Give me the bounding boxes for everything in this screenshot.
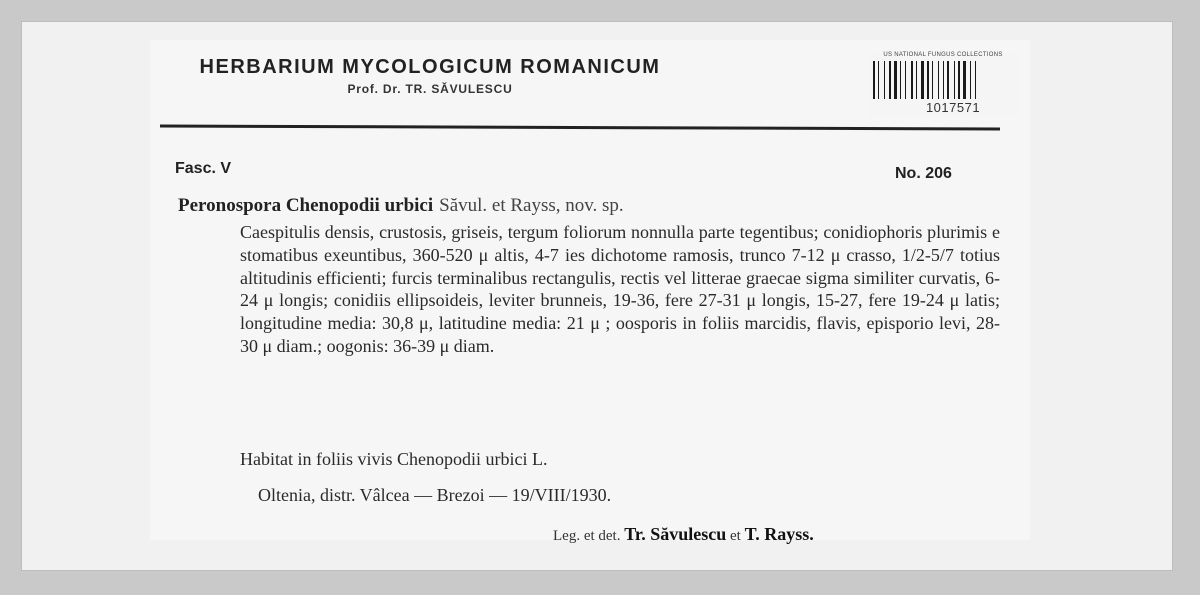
- label-title: HERBARIUM MYCOLOGICUM ROMANICUM: [199, 56, 661, 78]
- specimen-number: No. 206: [895, 165, 952, 182]
- collector-second: T. Rayss.: [744, 524, 814, 544]
- collectors-joiner: et: [730, 528, 741, 544]
- species-description: Caespitulis densis, crustosis, griseis, tergum foliorum nonnulla parte tegentibus; conidiophoris plurimis e stomatibus exeuntibus, 360-520 μ altis, 4-7 ies dichotome ramosis, trunco 7-12 μ crasso, 1/2-5/7 totius altitudinis efficienti; furcis terminalibus rectangulis, rectis vel litterae graecae sigma similiter curvatis, 6-24 μ longis; conidiis ellipsoideis, leviter brunneis, 19-36, fere 27-31 μ longis, 15-27, fere 19-24 μ latis; longitudine media: 30,8 μ, latitudine media: 21 μ ; oosporis in foliis marcidis, flavis, episporio levi, 28-30 μ diam.; oogonis: 36-39 μ diam.: [240, 222, 1000, 356]
- collector-first: Tr. Săvulescu: [624, 524, 727, 544]
- barcode-image: [871, 61, 1011, 99]
- species-line: [178, 195, 624, 217]
- barcode-label: [868, 52, 1018, 117]
- species-name: Peronospora Chenopodii urbici: [178, 195, 434, 216]
- collectors-line: [553, 524, 814, 545]
- label-subtitle: Prof. Dr. TR. SĂVULESCU: [347, 82, 513, 96]
- species-authority: Săvul. et Rayss, nov. sp.: [439, 195, 624, 216]
- barcode-caption: US NATIONAL FUNGUS COLLECTIONS: [883, 52, 1003, 58]
- habitat-note: Habitat in foliis vivis Chenopodii urbici L.: [240, 449, 548, 469]
- barcode-number: 1017571: [925, 100, 981, 115]
- fascicle-label: Fasc. V: [175, 160, 232, 177]
- collectors-prefix: Leg. et det.: [553, 528, 621, 544]
- locality-note: Oltenia, distr. Vâlcea — Brezoi — 19/VIII/1930.: [258, 485, 612, 505]
